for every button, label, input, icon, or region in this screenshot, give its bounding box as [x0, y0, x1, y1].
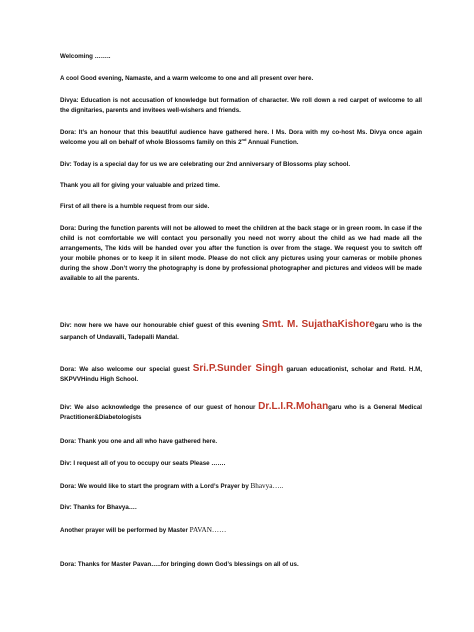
- guest-of-honour-paragraph: [60, 402, 422, 423]
- thanks-paragraph: Thank you all for giving your valuable and prized time.: [60, 182, 220, 189]
- intro-paragraph: A cool Good evening, Namaste, and a warm welcome to one and all present over here.: [60, 75, 314, 82]
- prayer-performer-name: Bhavya…..: [250, 482, 284, 490]
- dora-paragraph-1-text: Dora: It’s an honour that this beautiful audience have gathered here. I Ms. Dora with my co-host Ms. Divya once again welcome you all on behalf of whole Blossoms family on this 2: [60, 129, 422, 146]
- special-guest-name: Sri.P.Sunder Singh: [192, 363, 284, 374]
- special-guest-text: Dora: We also welcome our special guest: [60, 366, 193, 373]
- chief-guest-paragraph: [60, 320, 422, 344]
- div-paragraph-1: Div: Today is a special day for us we are celebrating our 2nd anniversary of Blossoms play school.: [60, 161, 351, 168]
- dora-paragraph-4: Dora: Thank you one and all who have gathered here.: [60, 438, 218, 445]
- dora-paragraph-1-end: Annual Function.: [246, 139, 299, 146]
- ordinal-suffix: nd: [241, 136, 247, 142]
- prayer-master-name: PAVAN……: [189, 526, 227, 534]
- guest-of-honour-text: Div: We also acknowledge the presence of our guest of honour: [60, 404, 259, 411]
- special-guest-text-end: garuan educationist, scholar and Retd. H.M, SKPVVHindu High School.: [60, 366, 422, 383]
- prayer-paragraph: [60, 525, 422, 536]
- guest-of-honour-text-end: garu who is a General Medical Practitioner&Diabetologists: [60, 404, 422, 421]
- div-paragraph-4: Div: I request all of you to occupy our seats Please …….: [60, 460, 226, 467]
- chief-guest-text-end: garu who is the sarpanch of Undavalli, Tadepalli Mandal.: [60, 322, 422, 341]
- dora-paragraph-1: [60, 128, 422, 148]
- special-guest-paragraph: [60, 364, 422, 385]
- divya-paragraph-1: Divya: Education is not accusation of knowledge but formation of character. We roll down a red carpet of welcome to all the dignitaries, parents and invitees well-wishers and friends.: [60, 97, 422, 114]
- dora-paragraph-2: Dora: During the function parents will not be allowed to meet the children at the back stage or in green room. In case if the child is not comfortable we will contact you personally you need not worry about the child as we had made all the arrangements, The kids will be handed over you after the function is over from the stage. We request you to switch off your mobile phones or to keep it in silent mode. Please do not click any pictures using your cameras or mobile phones during the show .Don’t worry the photography is done by professional photographer and pictures and videos will be made available to all the parents.: [60, 225, 422, 282]
- guest-of-honour-name: Dr.L.I.R.Mohan: [258, 401, 329, 412]
- dora-paragraph-6: Dora: Thanks for Master Pavan…..for bringing down God’s blessings on all of us.: [60, 561, 299, 568]
- lords-prayer-text: Dora: We would like to start the program with a Lord’s Prayer by: [60, 483, 251, 490]
- request-paragraph: First of all there is a humble request from our side.: [60, 203, 210, 210]
- prayer-text: Another prayer will be performed by Master: [60, 527, 190, 534]
- welcoming-line: Welcoming ……..: [60, 53, 111, 60]
- chief-guest-text: Div: now here we have our honourable chief guest of this evening: [60, 322, 262, 329]
- div-paragraph-5: Div: Thanks for Bhavya….: [60, 504, 137, 511]
- chief-guest-name: Smt. M. SujathaKishore: [261, 319, 375, 330]
- dora-paragraph-5: [60, 481, 422, 492]
